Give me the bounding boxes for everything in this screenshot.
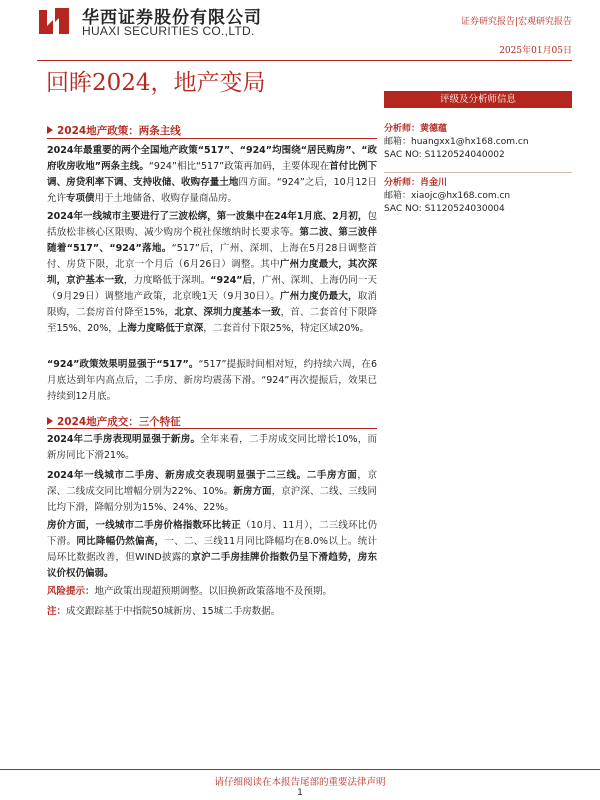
header-divider [37, 60, 572, 61]
section-heading-trade [47, 414, 377, 429]
text-run: （10月、11月），二三线环比仍下滑。 [47, 520, 377, 547]
trade-paragraph-1 [47, 432, 377, 464]
text-run: ，京深、二线成交同比增幅分别为22%、10%。 [47, 470, 377, 497]
page-number: 1 [297, 788, 303, 798]
brand-name-en: HUAXI SECURITIES CO.,LTD. [82, 24, 255, 38]
footnote-text: 成交跟踪基于中指院50城新房、15城二手房数据。 [66, 606, 281, 617]
text-run: ，广州、深圳、上海仍同一天（9月29日）调整地产政策，北京晚1天（9月30日）。 [47, 275, 377, 302]
risk-note [47, 584, 377, 600]
section-divider [47, 428, 377, 429]
footnote [47, 604, 377, 620]
text-run: 首付比例下调、房贷利率下调、支持收储、收购存量土地 [47, 161, 377, 188]
text-run: 用于土地储备、收购存量商品房。 [94, 193, 238, 204]
brand-name-cn: 华西证券股份有限公司 [82, 8, 262, 28]
analyst-email-link[interactable]: xiaojc@hx168.com.cn [411, 191, 511, 201]
text-run: “517”后，广州、深圳、上海在5月28日调整首付、房贷下限，北京一个月后（6月26日）调整。其中 [47, 243, 378, 270]
email-label: 邮箱： [384, 191, 412, 201]
text-run: 全年来看，二手房成交同比增长10%，而新房同比下滑21%。 [47, 434, 377, 461]
text-run: 专项债 [66, 193, 95, 204]
analyst-role: 分析师： [384, 178, 421, 188]
analyst-card [384, 123, 572, 162]
text-run: ，二套首付下限25%，特定区域20%。 [203, 323, 369, 334]
analyst-name: 肖金川 [420, 178, 448, 188]
text-run: 四方面。“924”之后，10月12日允许 [47, 177, 377, 204]
text-run: “924”政策效果明显强于“517”。 [47, 359, 199, 370]
analyst-card [384, 177, 572, 216]
triangle-bullet-icon [47, 417, 53, 425]
report-date: 2025年01月05日 [499, 46, 572, 56]
policy-paragraph-2 [47, 209, 377, 337]
text-run: 房价方面，一线城市二手房价格指数环比转正 [47, 520, 241, 531]
text-run: 2024年二手房表现明显强于新房。 [47, 434, 201, 445]
text-run: 京沪二手房挂牌价指数仍呈下滑趋势，房东议价权仍偏弱。 [47, 552, 377, 579]
email-label: 邮箱： [384, 137, 412, 147]
analyst-divider [384, 172, 572, 173]
analyst-email-link[interactable]: huangxx1@hx168.com.cn [411, 137, 529, 147]
text-run: ，力度略低于深圳。 [123, 275, 211, 286]
analyst-sac-number: S1120524040002 [424, 150, 505, 160]
text-run: 广州力度仍最大， [280, 291, 358, 302]
section-divider [47, 138, 377, 139]
trade-paragraph-2 [47, 468, 377, 516]
text-run: 北京、深圳力度基本一致 [174, 307, 281, 318]
text-run: 2024年最重要的两个全国地产政策“517”、“924”均围绕“居民购房”、“政府收房收地”两条主线。 [47, 145, 377, 172]
text-run: 一、二、三线11月同比降幅均在8.0%以上。统计局环比数据改善，但WIND披露的 [47, 536, 377, 563]
policy-paragraph-1 [47, 143, 377, 207]
sac-label: SAC NO: [384, 150, 422, 160]
legal-disclaimer-link[interactable]: 请仔细阅读在本报告尾部的重要法律声明 [214, 777, 386, 788]
text-run: 第二波、第三波伴随着“517”、“924”落地。 [47, 227, 377, 254]
company-logo-icon [37, 6, 71, 36]
text-run: 同比降幅仍然偏高， [76, 536, 165, 547]
triangle-bullet-icon [47, 126, 53, 134]
text-run: “517”提振时间相对短，约持续六周，在6月底达到年内高点后，二手房、新房均震荡下滑。“924”再次提振后，效果已持续到12月底。 [47, 359, 377, 402]
text-run: “924”相比“517”政策再加码，主要体现在 [148, 161, 330, 172]
section-heading-policy-text: 2024地产政策：两条主线 [57, 125, 181, 137]
text-run: ，首、二套首付下限降至15%、20%， [47, 307, 377, 334]
text-run: 2024年一线城市主要进行了三波松绑，第一波集中在24年1月底、2月初， [47, 211, 368, 222]
analyst-name: 黄德蕴 [420, 124, 448, 134]
sac-label: SAC NO: [384, 204, 422, 214]
analyst-sac-number: S1120524030004 [424, 204, 505, 214]
text-run: 取消限购，二套房首付降至15%， [47, 291, 377, 318]
page-title: 回眸2024，地产变局 [46, 70, 266, 96]
analyst-panel-header: 评级及分析师信息 [384, 91, 572, 108]
trade-paragraph-3 [47, 518, 377, 582]
text-run: 2024年一线城市二手房、新房成交表现明显强于二三线。二手房方面 [47, 470, 358, 481]
text-run: 上海力度略低于京深 [117, 323, 204, 334]
policy-paragraph-3 [47, 357, 377, 405]
text-run: 新房方面 [233, 486, 272, 497]
analyst-role: 分析师： [384, 124, 421, 134]
text-run: ，京沪深、二线、三线同比均下滑，降幅分别为15%、24%、22%。 [47, 486, 377, 513]
text-run: “924”后 [210, 275, 253, 286]
footnote-label: 注： [47, 606, 67, 617]
text-run: 包括放松非核心区限购、减少购房个税社保缴纳时长要求等。 [47, 211, 377, 238]
report-category: 证券研究报告|宏观研究报告 [460, 17, 572, 27]
text-run: 广州力度最大，其次深圳，京沪基本一致 [47, 259, 377, 286]
section-heading-policy [47, 123, 377, 138]
risk-label: 风险提示： [47, 586, 95, 597]
section-heading-trade-text: 2024地产成交：三个特征 [57, 416, 181, 428]
footer-divider [0, 769, 600, 770]
risk-text: 地产政策出现超预期调整。以旧换新政策落地不及预期。 [94, 586, 333, 597]
